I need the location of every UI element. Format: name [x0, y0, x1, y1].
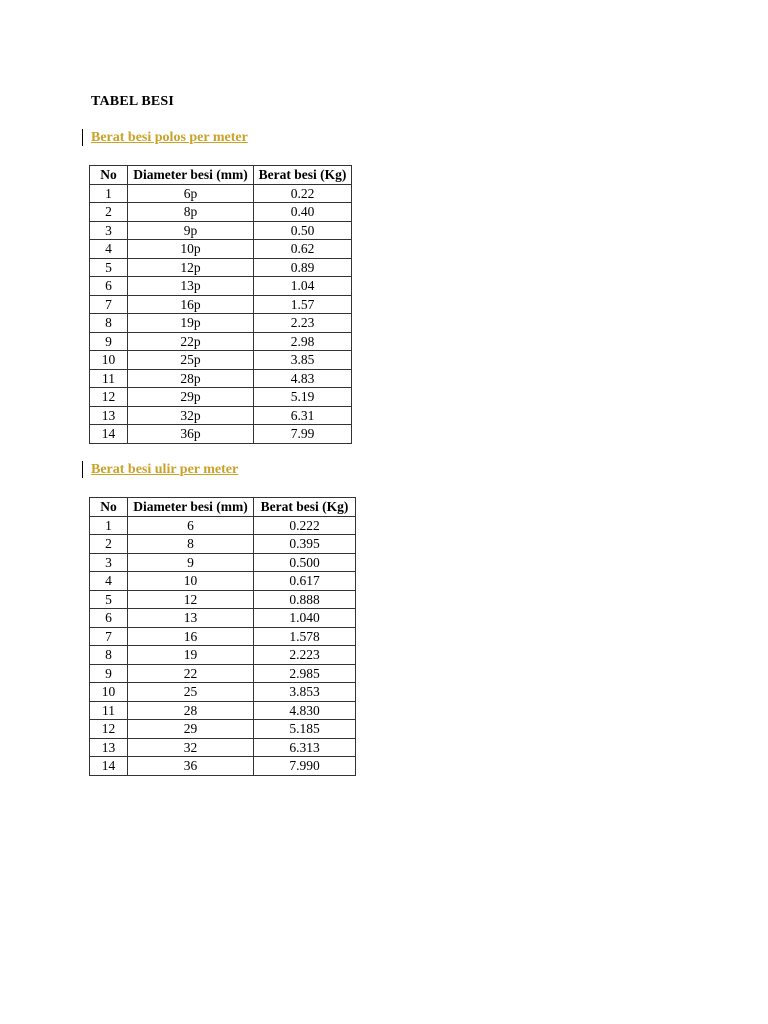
cell-weight: 1.578 [254, 627, 356, 646]
table-row [90, 351, 352, 370]
cell-diameter: 6p [128, 184, 254, 203]
table-row [90, 757, 356, 776]
cell-diameter: 25 [128, 683, 254, 702]
table-row [90, 553, 356, 572]
column-header-no: No [90, 498, 128, 517]
cell-weight: 6.313 [254, 738, 356, 757]
cell-weight: 0.500 [254, 553, 356, 572]
cell-weight: 0.89 [254, 258, 352, 277]
cell-no: 6 [90, 277, 128, 296]
column-header-diameter: Diameter besi (mm) [128, 498, 254, 517]
cell-diameter: 9 [128, 553, 254, 572]
cell-no: 7 [90, 627, 128, 646]
cell-no: 10 [90, 351, 128, 370]
cell-weight: 3.85 [254, 351, 352, 370]
cell-weight: 3.853 [254, 683, 356, 702]
cell-no: 8 [90, 646, 128, 665]
cell-no: 11 [90, 701, 128, 720]
cell-no: 9 [90, 664, 128, 683]
cell-weight: 0.222 [254, 516, 356, 535]
table-row [90, 627, 356, 646]
table-row [90, 258, 352, 277]
table-row [90, 572, 356, 591]
cell-no: 3 [90, 221, 128, 240]
cell-weight: 7.990 [254, 757, 356, 776]
cell-diameter: 12p [128, 258, 254, 277]
page-title: TABEL BESI [91, 94, 175, 109]
cell-weight: 5.185 [254, 720, 356, 739]
cell-diameter: 8 [128, 535, 254, 554]
table-row [90, 203, 352, 222]
cell-diameter: 16 [128, 627, 254, 646]
cell-no: 6 [90, 609, 128, 628]
cell-diameter: 36p [128, 425, 254, 444]
cell-diameter: 29 [128, 720, 254, 739]
cell-no: 8 [90, 314, 128, 333]
table-row [90, 425, 352, 444]
cell-no: 12 [90, 720, 128, 739]
table-besi-polos [89, 165, 352, 444]
table-row [90, 277, 352, 296]
cell-diameter: 28p [128, 369, 254, 388]
cell-weight: 0.617 [254, 572, 356, 591]
cell-weight: 2.985 [254, 664, 356, 683]
table-row [90, 516, 356, 535]
cell-weight: 5.19 [254, 388, 352, 407]
cell-no: 5 [90, 258, 128, 277]
cell-weight: 0.888 [254, 590, 356, 609]
cell-weight: 4.83 [254, 369, 352, 388]
table-row [90, 701, 356, 720]
cell-no: 5 [90, 590, 128, 609]
cell-weight: 1.04 [254, 277, 352, 296]
cell-diameter: 36 [128, 757, 254, 776]
cell-no: 4 [90, 572, 128, 591]
table-row [90, 590, 356, 609]
table-row [90, 240, 352, 259]
cell-no: 3 [90, 553, 128, 572]
cell-no: 14 [90, 425, 128, 444]
cell-no: 13 [90, 738, 128, 757]
section-heading-polos[interactable] [82, 129, 248, 146]
table-header-row [90, 166, 352, 185]
table-row [90, 314, 352, 333]
cell-no: 10 [90, 683, 128, 702]
cell-diameter: 32p [128, 406, 254, 425]
cell-weight: 0.22 [254, 184, 352, 203]
cell-no: 11 [90, 369, 128, 388]
section-heading-link[interactable]: Berat besi ulir per meter [91, 462, 239, 477]
table-row [90, 646, 356, 665]
cell-diameter: 9p [128, 221, 254, 240]
cell-diameter: 6 [128, 516, 254, 535]
cell-diameter: 10 [128, 572, 254, 591]
cell-no: 7 [90, 295, 128, 314]
table-row [90, 388, 352, 407]
table-row [90, 295, 352, 314]
cell-diameter: 22 [128, 664, 254, 683]
cell-weight: 0.62 [254, 240, 352, 259]
cell-weight: 7.99 [254, 425, 352, 444]
column-header-weight: Berat besi (Kg) [254, 498, 356, 517]
cell-weight: 0.40 [254, 203, 352, 222]
cell-diameter: 10p [128, 240, 254, 259]
cell-no: 1 [90, 184, 128, 203]
table-row [90, 184, 352, 203]
cell-no: 4 [90, 240, 128, 259]
table-row [90, 609, 356, 628]
table-row [90, 738, 356, 757]
cell-diameter: 19 [128, 646, 254, 665]
cell-no: 13 [90, 406, 128, 425]
cell-no: 1 [90, 516, 128, 535]
cell-weight: 0.395 [254, 535, 356, 554]
table-header-row [90, 498, 356, 517]
column-header-weight: Berat besi (Kg) [254, 166, 352, 185]
cell-diameter: 25p [128, 351, 254, 370]
cell-diameter: 13 [128, 609, 254, 628]
table-row [90, 406, 352, 425]
table-row [90, 664, 356, 683]
table-row [90, 332, 352, 351]
cell-diameter: 32 [128, 738, 254, 757]
table-row [90, 720, 356, 739]
table-besi-ulir [89, 497, 356, 776]
cell-weight: 2.223 [254, 646, 356, 665]
cell-diameter: 12 [128, 590, 254, 609]
section-heading-link[interactable]: Berat besi polos per meter [91, 130, 248, 145]
column-header-no: No [90, 166, 128, 185]
table-row [90, 369, 352, 388]
cell-no: 14 [90, 757, 128, 776]
cell-weight: 2.98 [254, 332, 352, 351]
cell-weight: 6.31 [254, 406, 352, 425]
table-row [90, 683, 356, 702]
table-row [90, 535, 356, 554]
cell-weight: 1.57 [254, 295, 352, 314]
cell-weight: 2.23 [254, 314, 352, 333]
cell-diameter: 13p [128, 277, 254, 296]
cell-no: 2 [90, 535, 128, 554]
cell-diameter: 8p [128, 203, 254, 222]
cell-weight: 1.040 [254, 609, 356, 628]
cell-no: 2 [90, 203, 128, 222]
cell-diameter: 29p [128, 388, 254, 407]
section-heading-ulir[interactable] [82, 461, 238, 478]
cell-diameter: 16p [128, 295, 254, 314]
column-header-diameter: Diameter besi (mm) [128, 166, 254, 185]
cell-diameter: 22p [128, 332, 254, 351]
cell-diameter: 19p [128, 314, 254, 333]
cell-no: 9 [90, 332, 128, 351]
table-row [90, 221, 352, 240]
cell-weight: 0.50 [254, 221, 352, 240]
cell-diameter: 28 [128, 701, 254, 720]
cell-weight: 4.830 [254, 701, 356, 720]
cell-no: 12 [90, 388, 128, 407]
